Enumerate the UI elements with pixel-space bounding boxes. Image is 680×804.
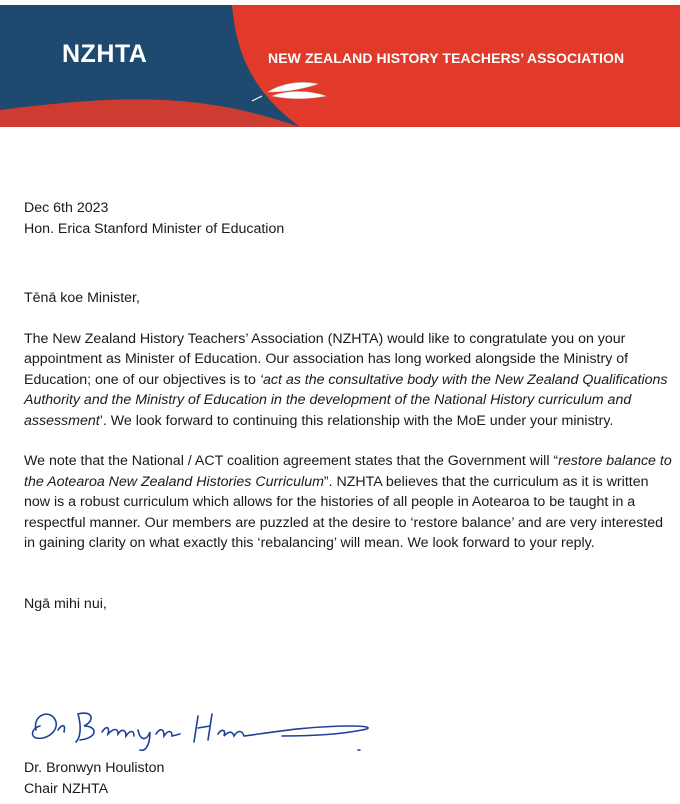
paragraph-2 [24,451,672,554]
letterhead-banner [0,0,680,132]
letter-greeting: Tēnā koe Minister, [24,290,140,306]
paragraph-2-text-b: ”. NZHTA believes that the curriculum as it is written now is a robust curriculum which allows for the histories of all people in Aotearoa to be taught in a respectful manner. Our members are puzzled at the desire to ‘restore balance’ and are very interested in gaining clarity on what exactly this ‘rebalancing’ will mean. We look forward to your reply. [24,473,664,551]
signatory-block [24,758,164,799]
paragraph-1-text-b: ’. We look forward to continuing this relationship with the MoE under your ministry. [99,412,614,429]
org-acronym: NZHTA [62,40,148,68]
signature-icon [22,700,382,756]
paragraph-2-text-a: We note that the National / ACT coalition agreement states that the Government will “ [24,453,559,469]
org-full-name: NEW ZEALAND HISTORY TEACHERS’ ASSOCIATION [268,50,625,66]
letter-date: Dec 6th 2023 [24,200,109,216]
signatory-title: Chair NZHTA [24,780,109,797]
paragraph-1-text-a: The New Zealand History Teachers’ Association (NZHTA) would like to congratulate you on your appointment as Minister of Education. Our association has long worked alongside the Ministry of Education; one of our objectives is to [24,330,629,388]
signatory-name: Dr. Bronwyn Houliston [24,760,165,776]
letter-closing: Ngā mihi nui, [24,595,107,612]
paragraph-2-quote: restore balance to the Aotearoa New Zealand Histories Curriculum [24,453,672,490]
paragraph-1 [24,329,672,432]
letter-body [24,198,672,614]
letter-recipient: Hon. Erica Stanford Minister of Education [24,220,285,237]
paragraph-1-quote: ‘act as the consultative body with the New Zealand Qualifications Authority and the Ministry of Education in the development of the National History curriculum and assessment [24,371,668,429]
